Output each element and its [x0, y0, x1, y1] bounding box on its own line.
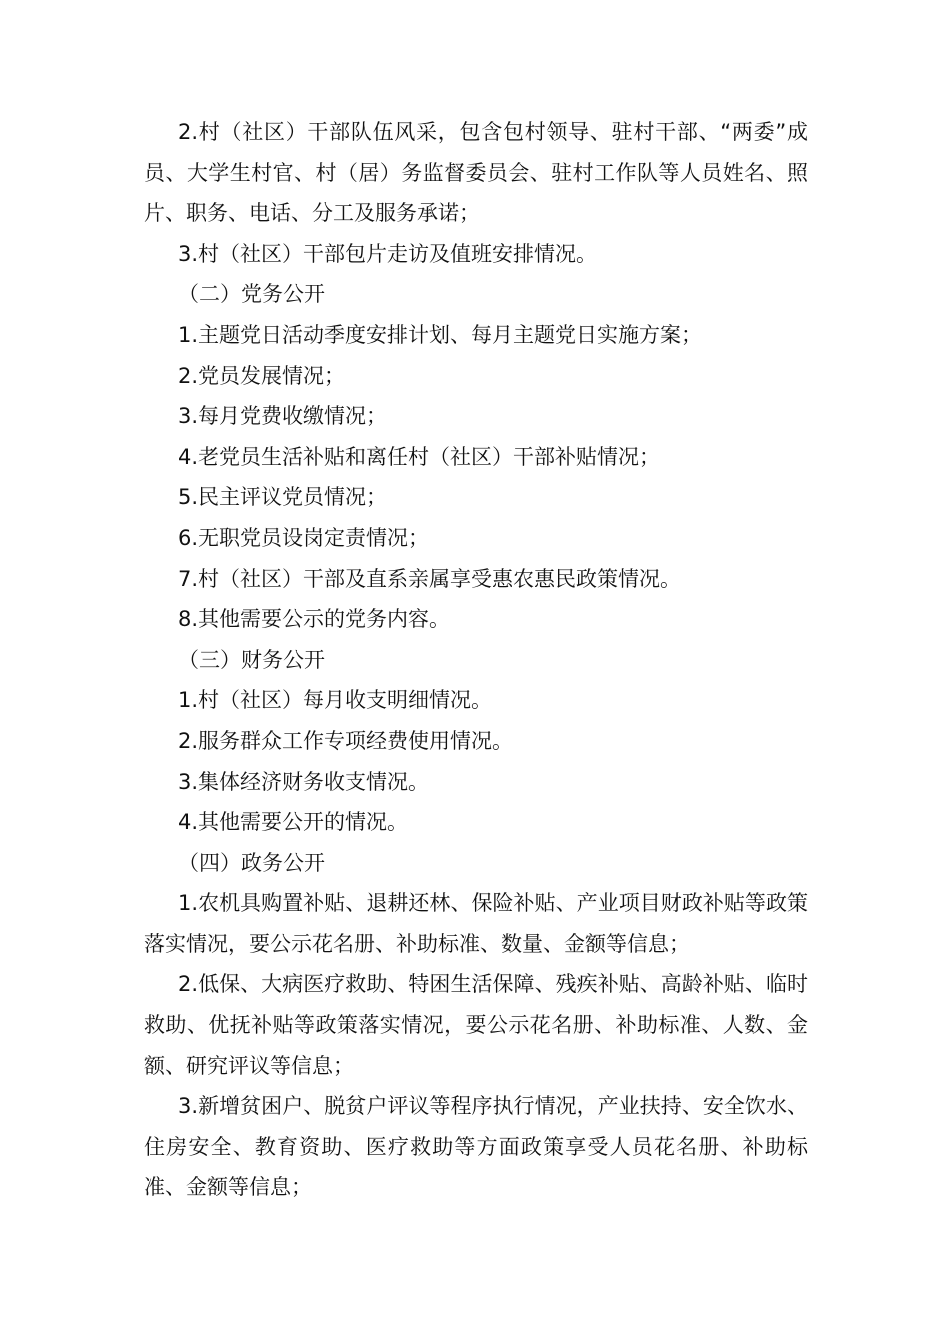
section-heading-party-affairs: （二）党务公开: [178, 282, 325, 307]
paragraph-poverty-policies: 3.新增贫困户、脱贫户评议等程序执行情况，产业扶持、安全饮水、住房安全、教育资助、医疗救助等方面政策享受人员花名册、补助标准、金额等信息；: [144, 1094, 808, 1200]
paragraph-other-finance: 4.其他需要公开的情况。: [178, 810, 409, 835]
paragraph-member-development: 2.党员发展情况；: [178, 363, 346, 388]
paragraph-member-evaluation: 5.民主评议党员情况；: [178, 485, 388, 510]
paragraph-cadre-visits: 3.村（社区）干部包片走访及值班安排情况。: [178, 241, 598, 266]
paragraph-other-party-affairs: 8.其他需要公示的党务内容。: [178, 607, 451, 632]
paragraph-party-day-plan: 1.主题党日活动季度安排计划、每月主题党日实施方案；: [178, 322, 703, 347]
document-page: [144, 112, 808, 1208]
paragraph-party-dues: 3.每月党费收缴情况；: [178, 404, 388, 429]
paragraph-relatives-benefits: 7.村（社区）干部及直系亲属享受惠农惠民政策情况。: [178, 566, 682, 591]
paragraph-veteran-subsidy: 4.老党员生活补贴和离任村（社区）干部补贴情况；: [178, 444, 661, 469]
section-heading-finance: （三）财务公开: [178, 647, 325, 672]
paragraph-post-duties: 6.无职党员设岗定责情况；: [178, 525, 430, 550]
paragraph-agri-subsidies: 1.农机具购置补贴、退耕还林、保险补贴、产业项目财政补贴等政策落实情况，要公示花名册、补助标准、数量、金额等信息；: [144, 891, 808, 956]
paragraph-service-funds: 2.服务群众工作专项经费使用情况。: [178, 728, 514, 753]
paragraph-monthly-finance: 1.村（社区）每月收支明细情况。: [178, 688, 493, 713]
paragraph-cadre-team: 2.村（社区）干部队伍风采，包含包村领导、驻村干部、“两委”成员、大学生村官、村（居）务监督委员会、驻村工作队等人员姓名、照片、职务、电话、分工及服务承诺；: [144, 120, 808, 226]
section-heading-government-affairs: （四）政务公开: [178, 850, 325, 875]
paragraph-welfare-policies: 2.低保、大病医疗救助、特困生活保障、残疾补贴、高龄补贴、临时救助、优抚补贴等政策落实情况，要公示花名册、补助标准、人数、金额、研究评议等信息；: [144, 972, 808, 1078]
paragraph-collective-economy: 3.集体经济财务收支情况。: [178, 769, 430, 794]
